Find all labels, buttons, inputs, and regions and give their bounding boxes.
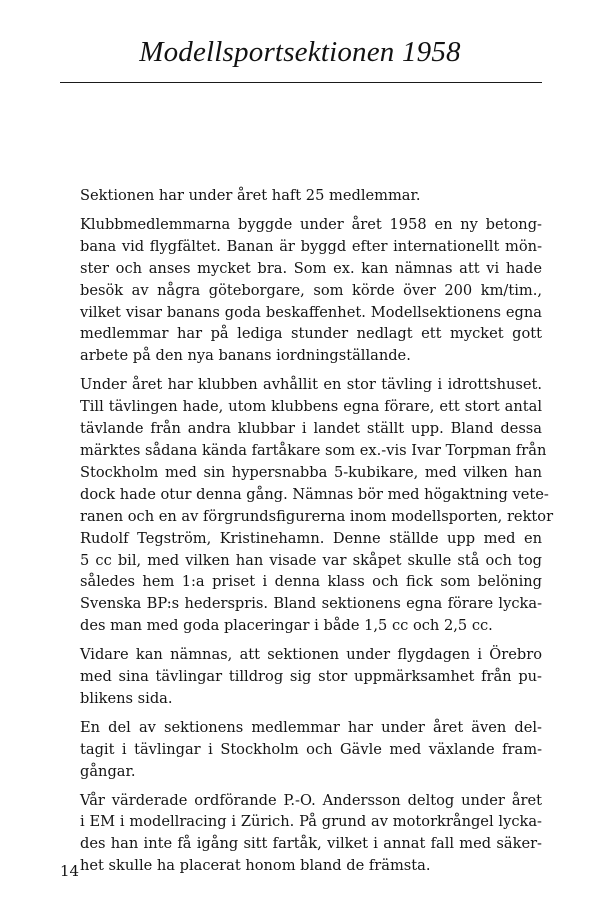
text-line: bana vid flygfältet. Banan är byggd efter internationellt mön- xyxy=(80,237,542,255)
paragraph xyxy=(80,185,542,207)
text-line: blikens sida. xyxy=(80,689,173,707)
paragraph xyxy=(80,214,542,367)
paragraph-gap xyxy=(80,710,542,717)
text-line: arbete på den nya banans iordningställande. xyxy=(80,347,411,365)
page-title: Modellsportsektionen 1958 xyxy=(139,36,461,68)
paragraph xyxy=(80,790,542,878)
text-line: märktes sådana kända fartåkare som ex.-vis Ivar Torpman från xyxy=(80,441,547,459)
paragraph xyxy=(80,717,542,783)
paragraph-gap xyxy=(80,207,542,214)
text-line: Till tävlingen hade, utom klubbens egna förare, ett stort antal xyxy=(80,398,542,416)
body-text xyxy=(80,185,554,877)
text-line: tagit i tävlingar i Stockholm och Gävle med växlande fram- xyxy=(80,740,542,758)
text-line: tävlande från andra klubbar i landet ställt upp. Bland dessa xyxy=(80,420,542,438)
text-line: des man med goda placeringar i både 1,5 cc och 2,5 cc. xyxy=(80,617,493,635)
text-line: het skulle ha placerat honom bland de främsta. xyxy=(80,857,431,875)
text-line: dock hade otur denna gång. Nämnas bör med högaktning vete- xyxy=(80,485,549,503)
text-line: Klubbmedlemmarna byggde under året 1958 en ny betong- xyxy=(80,215,542,233)
text-line: Stockholm med sin hypersnabba 5-kubikare, med vilken han xyxy=(80,463,542,481)
text-line: des han inte få igång sitt fartåk, vilket i annat fall med säker- xyxy=(80,835,542,853)
paragraph xyxy=(80,644,542,710)
text-line: Rudolf Tegström, Kristinehamn. Denne ställde upp med en xyxy=(80,529,542,547)
page-number: 14 xyxy=(60,862,80,880)
title-rule xyxy=(60,82,542,83)
paragraph-gap xyxy=(80,367,542,374)
text-line: En del av sektionens medlemmar har under året även del- xyxy=(80,718,542,736)
text-line: Vår värderade ordförande P.-O. Andersson deltog under året xyxy=(80,791,542,809)
text-line: ranen och en av förgrundsfigurerna inom modellsporten, rektor xyxy=(80,507,554,525)
text-line: således hem 1:a priset i denna klass och fick som belöning xyxy=(80,573,542,591)
text-line: medlemmar har på lediga stunder nedlagt ett mycket gott xyxy=(80,325,542,343)
paragraph-gap xyxy=(80,783,542,790)
text-line: vilket visar banans goda beskaffenhet. Modellsektionens egna xyxy=(80,303,542,321)
text-line: i EM i modellracing i Zürich. På grund av motorkrångel lycka- xyxy=(80,813,542,831)
text-line: 5 cc bil, med vilken han visade var skåpet skulle stå och tog xyxy=(80,551,542,569)
text-line: med sina tävlingar tilldrog sig stor uppmärksamhet från pu- xyxy=(80,668,542,686)
text-line: Sektionen har under året haft 25 medlemmar. xyxy=(80,187,421,204)
paragraph-gap xyxy=(80,637,542,644)
text-line: Svenska BP:s hederspris. Bland sektionens egna förare lycka- xyxy=(80,595,542,613)
text-line: gångar. xyxy=(80,762,136,780)
text-line: Under året har klubben avhållit en stor tävling i idrottshuset. xyxy=(80,376,542,394)
text-line: Vidare kan nämnas, att sektionen under flygdagen i Örebro xyxy=(80,646,542,664)
text-line: ster och anses mycket bra. Som ex. kan nämnas att vi hade xyxy=(80,259,542,277)
text-line: besök av några göteborgare, som körde över 200 km/tim., xyxy=(80,281,542,299)
paragraph xyxy=(80,374,554,637)
